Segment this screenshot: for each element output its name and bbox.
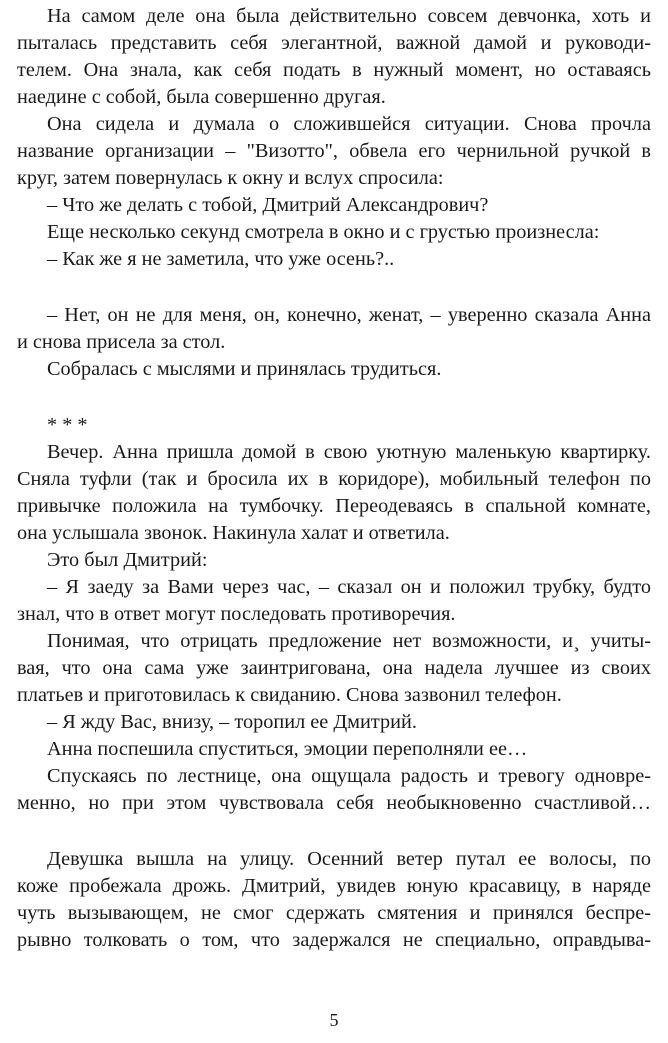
text-line: она услышала звонок. Накинула халат и ответила. — [17, 522, 450, 544]
text-line: Сняла туфли (так и бросила их в коридоре), мобильный телефон по — [17, 468, 651, 490]
text-line: вая, что она сама уже заинтригована, она надела лучшее из своих — [17, 657, 651, 679]
text-line: Это был Дмитрий: — [47, 549, 208, 571]
text-line: наедине с собой, была совершенно другая. — [17, 86, 386, 108]
text-line: рывно толковать о том, что задержался не специально, оправдыва- — [17, 929, 651, 951]
text-line: – Как же я не заметила, что уже осень?.. — [47, 248, 395, 270]
text-line: – Нет, он не для меня, он, конечно, женат, – уверенно сказала Анна — [47, 304, 651, 326]
text-line: знал, что в ответ могут последовать противоречия. — [17, 603, 456, 625]
text-line: – Что же делать с тобой, Дмитрий Александрович? — [47, 194, 489, 216]
text-line: менно, но при этом чувствовала себя необыкновенно счастливой… — [17, 792, 651, 814]
text-line: круг, затем повернулась к окну и вслух спросила: — [17, 167, 444, 189]
text-line: привычке положила на тумбочку. Переодеваясь в спальной комнате, — [17, 495, 651, 517]
text-line: и снова присела за стол. — [17, 331, 226, 353]
text-line: платьев и приготовилась к свиданию. Снова зазвонил телефон. — [17, 684, 562, 706]
book-page — [17, 0, 651, 1043]
text-line: телем. Она знала, как себя подать в нужный момент, но оставаясь — [17, 59, 651, 81]
text-line: – Я жду Вас, внизу, – торопил ее Дмитрий. — [47, 711, 417, 733]
text-line: чуть вызывающем, не смог сдержать смятения и принялся беспре- — [17, 902, 651, 924]
text-line: Анна поспешила спуститься, эмоции переполняли ее… — [47, 738, 528, 760]
text-line: Она сидела и думала о сложившейся ситуации. Снова прочла — [47, 113, 651, 135]
text-line: Вечер. Анна пришла домой в свою уютную маленькую квартирку. — [47, 441, 651, 463]
section-divider: * * * — [47, 414, 88, 436]
text-line: Девушка вышла на улицу. Осенний ветер путал ее волосы, по — [47, 848, 651, 870]
page-number: 5 — [329, 1010, 339, 1030]
text-line: Собралась с мыслями и принялась трудиться. — [47, 358, 442, 380]
text-line: – Я заеду за Вами через час, – сказал он и положил трубку, будто — [47, 576, 651, 598]
text-line: На самом деле она была действительно совсем девчонка, хоть и — [47, 5, 651, 27]
text-line: Спускаясь по лестнице, она ощущала радость и тревогу одновре- — [47, 765, 651, 787]
text-line: Еще несколько секунд смотрела в окно и с грустью произнесла: — [47, 221, 600, 243]
text-line: Понимая, что отрицать предложение нет возможности, и¸ учиты- — [47, 630, 651, 652]
text-line: пыталась представить себя элегантной, важной дамой и руководи- — [17, 32, 651, 54]
text-line: коже пробежала дрожь. Дмитрий, увидев юную красавицу, в наряде — [17, 875, 651, 897]
text-line: название организации – "Визотто", обвела его чернильной ручкой в — [17, 140, 651, 162]
